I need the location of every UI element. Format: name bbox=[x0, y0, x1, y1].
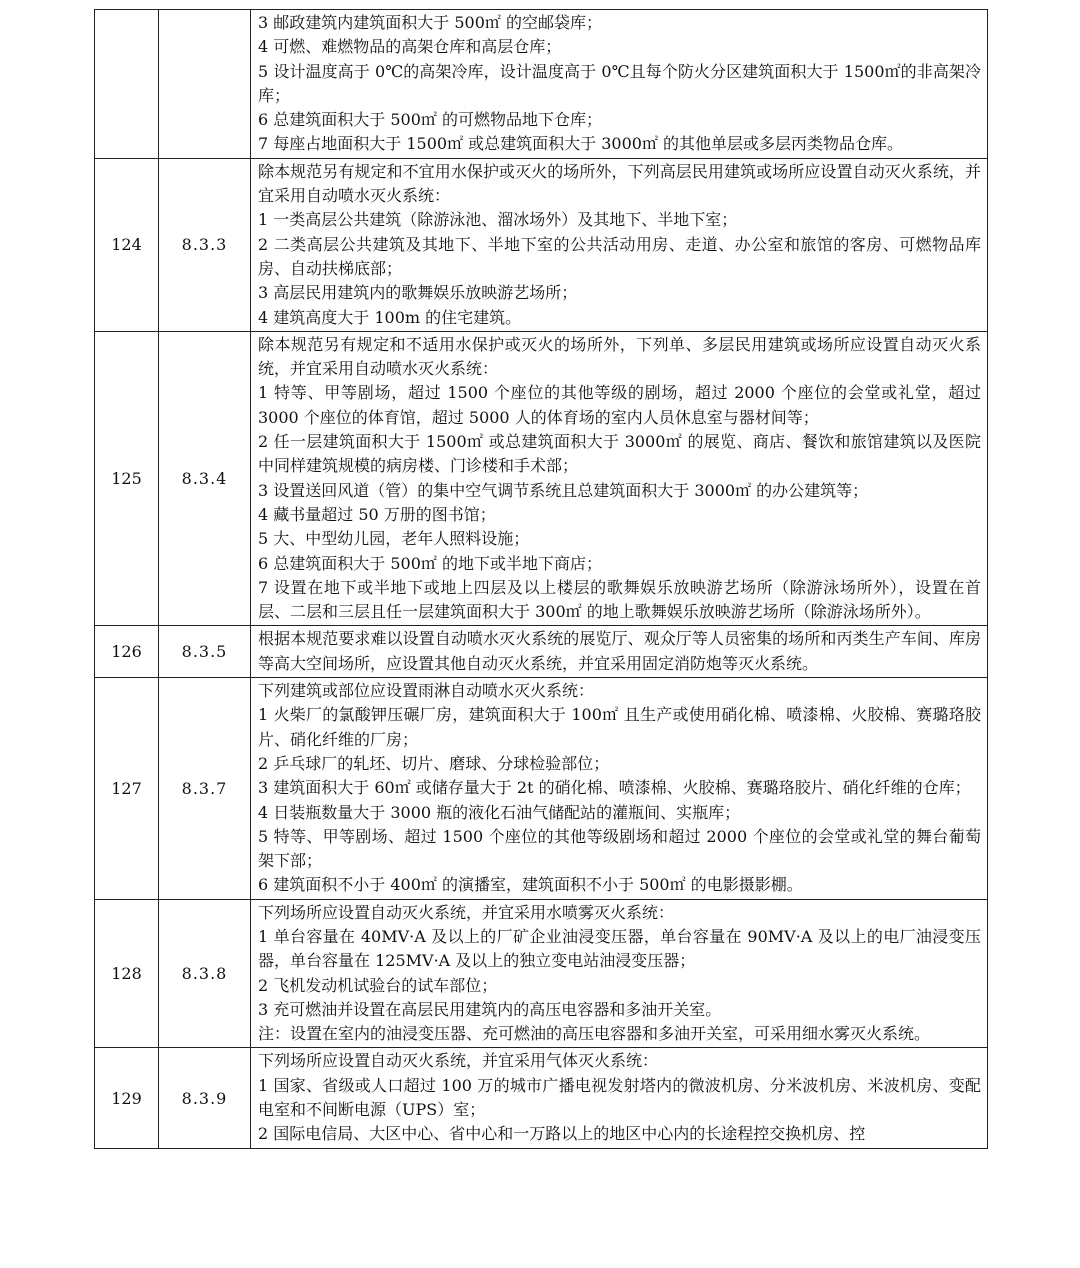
table-row bbox=[95, 158, 988, 331]
text-line: 5 大、中型幼儿园，老年人照料设施； bbox=[258, 529, 530, 549]
text-line: 7 设置在地下或半地下或地上四层及以上楼层的歌舞娱乐放映游艺场所（除游泳场所外），设置在首层、二层和三层且任一层建筑面积大于 300㎡ 的地上歌舞娱乐放映游艺场所（除游泳场所外）。 bbox=[258, 577, 981, 622]
text-line: 6 总建筑面积大于 500㎡ 的地下或半地下商店； bbox=[258, 553, 602, 573]
text-line: 1 单台容量在 40MV·A 及以上的厂矿企业油浸变压器，单台容量在 90MV·A 及以上的电厂油浸变压器，单台容量在 125MV·A 及以上的独立变电站油浸变压器； bbox=[258, 926, 981, 971]
clause-text bbox=[251, 158, 988, 331]
text-line: 2 飞机发动机试验台的试车部位； bbox=[258, 975, 498, 995]
row-number: 126 bbox=[95, 626, 159, 678]
table-row bbox=[95, 626, 988, 678]
text-line: 4 日装瓶数量大于 3000 瓶的液化石油气储配站的灌瓶间、实瓶库； bbox=[258, 802, 741, 822]
text-line: 1 特等、甲等剧场，超过 1500 个座位的其他等级的剧场，超过 2000 个座位的会堂或礼堂，超过 3000 个座位的体育馆，超过 5000 人的体育场的室内人员休息室与器材间等； bbox=[258, 383, 981, 427]
row-number: 125 bbox=[95, 331, 159, 626]
clause-number: 8.3.8 bbox=[159, 899, 251, 1048]
text-line: 除本规范另有规定和不宜用水保护或灭火的场所外，下列高层民用建筑或场所应设置自动灭火系统，并宜采用自动喷水灭火系统： bbox=[258, 161, 981, 206]
text-line: 6 总建筑面积大于 500㎡ 的可燃物品地下仓库； bbox=[258, 110, 602, 130]
text-line: 3 建筑面积大于 60㎡ 或储存量大于 2t 的硝化棉、喷漆棉、火胶棉、赛璐珞胶片、硝化纤维的仓库； bbox=[258, 778, 971, 798]
clause-text bbox=[251, 899, 988, 1048]
text-line: 2 任一层建筑面积大于 1500㎡ 或总建筑面积大于 3000㎡ 的展览、商店、餐饮和旅馆建筑以及医院中同样建筑规模的病房楼、门诊楼和手术部； bbox=[258, 432, 981, 476]
text-line: 3 设置送回风道（管）的集中空气调节系统且总建筑面积大于 3000㎡ 的办公建筑等； bbox=[258, 480, 869, 500]
row-number bbox=[95, 10, 159, 159]
text-line: 5 设计温度高于 0℃的高架冷库，设计温度高于 0℃且每个防火分区建筑面积大于 1500㎡的非高架冷库； bbox=[258, 61, 981, 105]
table-row bbox=[95, 1048, 988, 1148]
text-line: 下列场所应设置自动灭火系统，并宜采用水喷雾灭火系统： bbox=[258, 902, 675, 922]
table-row bbox=[95, 10, 988, 159]
text-line: 6 建筑面积不小于 400㎡ 的演播室，建筑面积不小于 500㎡ 的电影摄影棚。 bbox=[258, 875, 803, 895]
text-line: 2 国际电信局、大区中心、省中心和一万路以上的地区中心内的长途程控交换机房、控 bbox=[258, 1124, 866, 1144]
regulation-table-body bbox=[95, 10, 988, 1149]
clause-number: 8.3.4 bbox=[159, 331, 251, 626]
text-line: 1 一类高层公共建筑（除游泳池、溜冰场外）及其地下、半地下室； bbox=[258, 210, 738, 230]
clause-text bbox=[251, 1048, 988, 1148]
text-line: 5 特等、甲等剧场、超过 1500 个座位的其他等级剧场和超过 2000 个座位的会堂或礼堂的舞台葡萄架下部； bbox=[258, 826, 981, 871]
clause-number: 8.3.7 bbox=[159, 678, 251, 900]
table-row bbox=[95, 899, 988, 1048]
row-number: 129 bbox=[95, 1048, 159, 1148]
clause-text bbox=[251, 626, 988, 678]
text-line: 4 建筑高度大于 100m 的住宅建筑。 bbox=[258, 307, 522, 327]
row-number: 124 bbox=[95, 158, 159, 331]
text-line: 下列建筑或部位应设置雨淋自动喷水灭火系统： bbox=[258, 681, 595, 701]
table-row bbox=[95, 678, 988, 900]
clause-text bbox=[251, 331, 988, 626]
text-line: 1 国家、省级或人口超过 100 万的城市广播电视发射塔内的微波机房、分米波机房、米波机房、变配电室和不间断电源（UPS）室； bbox=[258, 1075, 981, 1120]
clause-text bbox=[251, 678, 988, 900]
text-line: 根据本规范要求难以设置自动喷水灭火系统的展览厅、观众厅等人员密集的场所和丙类生产车间、库房等高大空间场所，应设置其他自动灭火系统，并宜采用固定消防炮等灭火系统。 bbox=[258, 629, 981, 673]
row-number: 128 bbox=[95, 899, 159, 1048]
table-row bbox=[95, 331, 988, 626]
clause-number bbox=[159, 10, 251, 159]
text-line: 注：设置在室内的油浸变压器、充可燃油的高压电容器和多油开关室，可采用细水雾灭火系统。 bbox=[258, 1024, 931, 1044]
clause-number: 8.3.9 bbox=[159, 1048, 251, 1148]
text-line: 2 二类高层公共建筑及其地下、半地下室的公共活动用房、走道、办公室和旅馆的客房、可燃物品库房、自动扶梯底部； bbox=[258, 234, 981, 278]
text-line: 4 藏书量超过 50 万册的图书馆； bbox=[258, 504, 496, 524]
clause-number: 8.3.5 bbox=[159, 626, 251, 678]
text-line: 除本规范另有规定和不适用水保护或灭火的场所外，下列单、多层民用建筑或场所应设置自动灭火系统，并宜采用自动喷水灭火系统： bbox=[258, 334, 981, 379]
row-number: 127 bbox=[95, 678, 159, 900]
text-line: 3 高层民用建筑内的歌舞娱乐放映游艺场所； bbox=[258, 283, 578, 303]
text-line: 2 乒乓球厂的轧坯、切片、磨球、分球检验部位； bbox=[258, 753, 610, 773]
text-line: 1 火柴厂的氯酸钾压碾厂房，建筑面积大于 100㎡ 且生产或使用硝化棉、喷漆棉、火胶棉、赛璐珞胶片、硝化纤维的厂房； bbox=[258, 705, 981, 749]
text-line: 3 充可燃油并设置在高层民用建筑内的高压电容器和多油开关室。 bbox=[258, 999, 722, 1019]
regulation-table bbox=[94, 9, 988, 1149]
text-line: 下列场所应设置自动灭火系统，并宜采用气体灭火系统： bbox=[258, 1051, 659, 1071]
text-line: 3 邮政建筑内建筑面积大于 500㎡ 的空邮袋库； bbox=[258, 13, 602, 32]
clause-number: 8.3.3 bbox=[159, 158, 251, 331]
clause-text bbox=[251, 10, 988, 159]
text-line: 7 每座占地面积大于 1500㎡ 或总建筑面积大于 3000㎡ 的其他单层或多层丙类物品仓库。 bbox=[258, 134, 904, 154]
text-line: 4 可燃、难燃物品的高架仓库和高层仓库； bbox=[258, 37, 562, 57]
